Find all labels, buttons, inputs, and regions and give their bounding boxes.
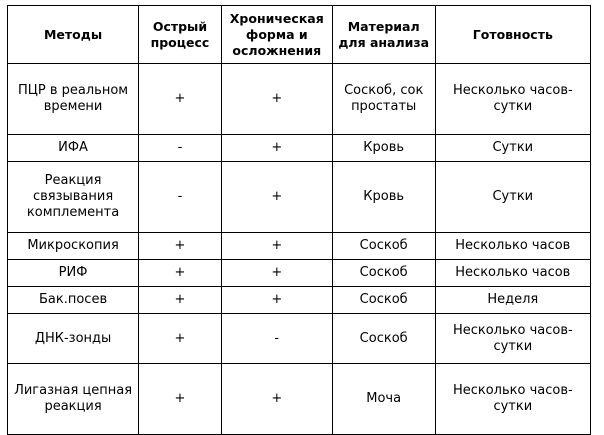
table-row xyxy=(8,64,591,135)
cell-method: Бак.посев xyxy=(8,287,139,314)
table-row xyxy=(8,135,591,162)
cell-material: Соскоб xyxy=(332,314,435,364)
header-acute: Острый процесс xyxy=(139,6,222,64)
cell-chronic: + xyxy=(221,364,332,435)
cell-acute: + xyxy=(139,233,222,260)
header-material: Материал для анализа xyxy=(332,6,435,64)
table-row xyxy=(8,287,591,314)
table-row xyxy=(8,364,591,435)
table-row xyxy=(8,233,591,260)
cell-acute: + xyxy=(139,287,222,314)
table-row xyxy=(8,162,591,233)
cell-method: Микроскопия xyxy=(8,233,139,260)
cell-readiness: Несколько часов-сутки xyxy=(435,364,590,435)
cell-readiness: Несколько часов-сутки xyxy=(435,64,590,135)
cell-readiness: Несколько часов xyxy=(435,260,590,287)
cell-chronic: - xyxy=(221,314,332,364)
cell-material: Моча xyxy=(332,364,435,435)
cell-readiness: Неделя xyxy=(435,287,590,314)
cell-method: ИФА xyxy=(8,135,139,162)
cell-method: Реакция связывания комплемента xyxy=(8,162,139,233)
cell-method: ПЦР в реальном времени xyxy=(8,64,139,135)
cell-chronic: + xyxy=(221,287,332,314)
cell-method: РИФ xyxy=(8,260,139,287)
cell-chronic: + xyxy=(221,162,332,233)
cell-chronic: + xyxy=(221,233,332,260)
cell-material: Соскоб xyxy=(332,233,435,260)
header-readiness: Готовность xyxy=(435,6,590,64)
cell-acute: - xyxy=(139,135,222,162)
cell-acute: + xyxy=(139,314,222,364)
cell-material: Соскоб, сок простаты xyxy=(332,64,435,135)
methods-table xyxy=(7,5,591,435)
cell-method: Лигазная цепная реакция xyxy=(8,364,139,435)
cell-material: Кровь xyxy=(332,135,435,162)
cell-acute: + xyxy=(139,364,222,435)
cell-readiness: Несколько часов-сутки xyxy=(435,314,590,364)
cell-chronic: + xyxy=(221,135,332,162)
cell-material: Кровь xyxy=(332,162,435,233)
cell-readiness: Сутки xyxy=(435,162,590,233)
cell-chronic: + xyxy=(221,260,332,287)
cell-material: Соскоб xyxy=(332,287,435,314)
table-header-row xyxy=(8,6,591,64)
header-methods: Методы xyxy=(8,6,139,64)
header-chronic: Хроническая форма и осложнения xyxy=(221,6,332,64)
cell-material: Соскоб xyxy=(332,260,435,287)
cell-readiness: Несколько часов xyxy=(435,233,590,260)
cell-method: ДНК-зонды xyxy=(8,314,139,364)
cell-acute: + xyxy=(139,260,222,287)
table-row xyxy=(8,314,591,364)
cell-readiness: Сутки xyxy=(435,135,590,162)
table-row xyxy=(8,260,591,287)
cell-acute: - xyxy=(139,162,222,233)
cell-chronic: + xyxy=(221,64,332,135)
cell-acute: + xyxy=(139,64,222,135)
